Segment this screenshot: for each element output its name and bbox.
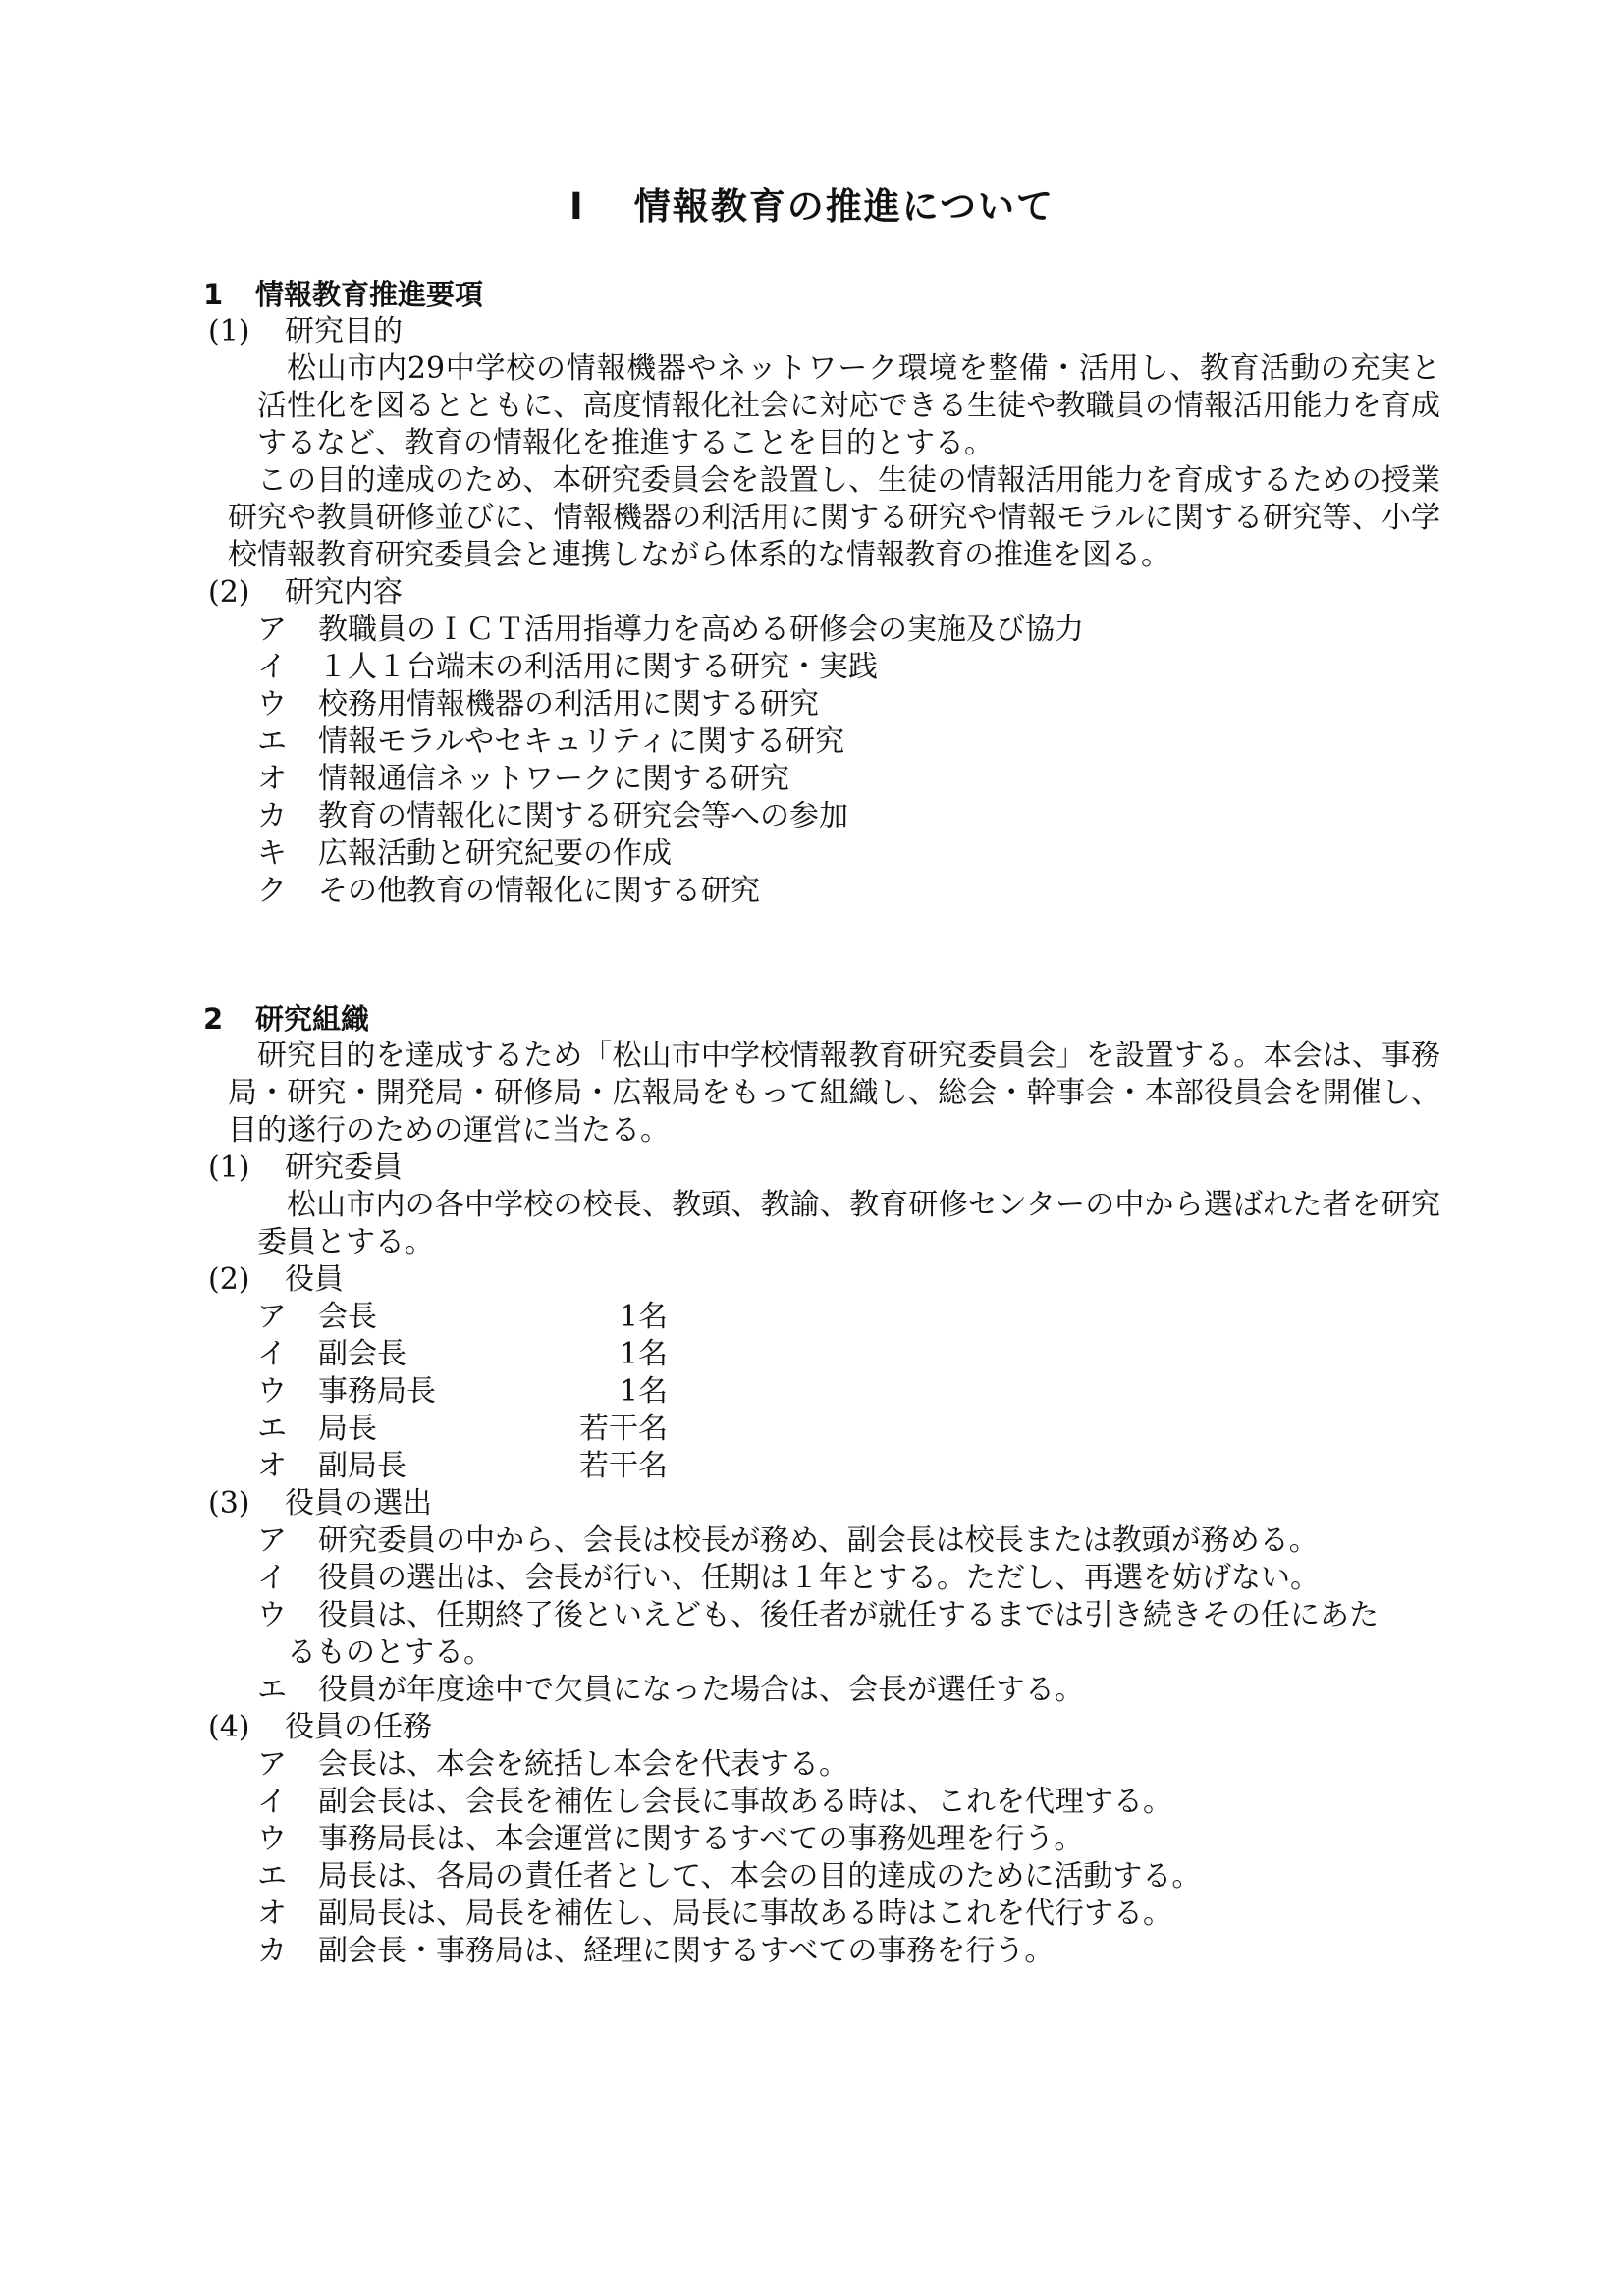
section-number: 2 xyxy=(203,1002,224,1036)
subsection-title: 研究目的 xyxy=(285,314,403,348)
paragraph-committee-members: 松山市内の各中学校の校長、教頭、教諭、教育研修センターの中から選ばれた者を研究委員とする。 xyxy=(257,1188,1440,1259)
page-title xyxy=(0,188,1624,226)
item-marker: エ xyxy=(257,1673,287,1707)
list-item xyxy=(0,1373,1624,1411)
paragraph-purpose-2: この目的達成のため、本研究委員会を設置し、生徒の情報活用能力を育成するための授業研究や教員研修並びに、情報機器の利活用に関する研究や情報モラルに関する研究等、小学校情報教育研究委員会と連携しながら体系的な情報教育の推進を図る。 xyxy=(228,463,1440,572)
subsection-1-1-heading xyxy=(0,313,1624,350)
role-count: 1名 xyxy=(619,1337,668,1371)
list-item xyxy=(0,835,1624,873)
item-marker: イ xyxy=(257,1785,287,1819)
subsection-1-2-heading xyxy=(0,574,1624,612)
list-item xyxy=(0,1336,1624,1373)
item-text: 役員の選出は、会長が行い、任期は１年とする。ただし、再選を妨げない。 xyxy=(318,1561,1320,1595)
item-marker: イ xyxy=(257,1561,287,1595)
role-count: 1名 xyxy=(619,1300,668,1334)
role-label: 会長 xyxy=(318,1300,377,1334)
item-marker: ウ xyxy=(257,1374,287,1409)
section-2-heading xyxy=(0,1000,1624,1038)
subsection-2-2-heading xyxy=(0,1261,1624,1299)
list-item xyxy=(0,1597,1624,1634)
item-text: 役員が年度途中で欠員になった場合は、会長が選任する。 xyxy=(318,1673,1084,1707)
section-title: 研究組織 xyxy=(255,1002,370,1036)
item-marker: オ xyxy=(257,1896,287,1931)
subsection-title: 役員の選出 xyxy=(285,1486,432,1521)
role-count: 1名 xyxy=(619,1374,668,1409)
list-item xyxy=(0,686,1624,723)
list-item xyxy=(0,1933,1624,1970)
subsection-number: (2) xyxy=(208,1262,250,1297)
item-text: るものとする。 xyxy=(287,1635,493,1670)
item-marker: エ xyxy=(257,1859,287,1894)
subsection-2-3-heading xyxy=(0,1485,1624,1522)
item-marker: ア xyxy=(257,613,287,647)
list-item xyxy=(0,1858,1624,1896)
item-marker: イ xyxy=(257,1337,287,1371)
list-item xyxy=(0,1522,1624,1560)
paragraph-purpose-1: 松山市内29中学校の情報機器やネットワーク環境を整備・活用し、教育活動の充実と活性化を図るとともに、高度情報化社会に対応できる生徒や教職員の情報活用能力を育成するなど、教育の情報化を推進することを目的とする。 xyxy=(257,351,1440,460)
subsection-title: 研究内容 xyxy=(285,575,403,610)
list-item xyxy=(0,761,1624,798)
subsection-number: (1) xyxy=(208,1150,250,1185)
item-text: 事務局長は、本会運営に関するすべての事務処理を行う。 xyxy=(318,1822,1084,1856)
section-number: 1 xyxy=(203,278,224,311)
item-text: 広報活動と研究紀要の作成 xyxy=(318,836,672,871)
item-marker: ウ xyxy=(257,1598,287,1632)
officer-selection-list xyxy=(0,1522,1624,1709)
list-item xyxy=(0,1448,1624,1485)
subsection-number: (2) xyxy=(208,575,250,610)
role-count: 若干名 xyxy=(579,1412,668,1446)
item-marker: ウ xyxy=(257,1822,287,1856)
role-label: 局長 xyxy=(318,1412,377,1446)
item-marker: ア xyxy=(257,1300,287,1334)
section-1-heading xyxy=(0,276,1624,313)
list-item xyxy=(0,1672,1624,1709)
item-marker: オ xyxy=(257,762,287,796)
item-text: 局長は、各局の責任者として、本会の目的達成のために活動する。 xyxy=(318,1859,1202,1894)
item-marker: ア xyxy=(257,1523,287,1558)
subsection-title: 役員 xyxy=(285,1262,344,1297)
title-number: Ⅰ xyxy=(568,186,585,228)
item-text: 情報通信ネットワークに関する研究 xyxy=(318,762,789,796)
item-marker: イ xyxy=(257,650,287,684)
officer-roles-list xyxy=(0,1299,1624,1485)
item-marker: オ xyxy=(257,1449,287,1483)
item-marker: キ xyxy=(257,836,287,871)
list-item xyxy=(0,723,1624,761)
item-text: 副局長は、局長を補佐し、局長に事故ある時はこれを代行する。 xyxy=(318,1896,1172,1931)
list-item xyxy=(0,1299,1624,1336)
item-text: 副会長は、会長を補佐し会長に事故ある時は、これを代理する。 xyxy=(318,1785,1172,1819)
list-item xyxy=(0,1821,1624,1858)
item-text: 役員は、任期終了後といえども、後任者が就任するまでは引き続きその任にあた xyxy=(318,1598,1379,1632)
role-label: 事務局長 xyxy=(318,1374,436,1409)
subsection-number: (4) xyxy=(208,1710,250,1744)
research-content-list xyxy=(0,612,1624,910)
item-text: 副会長・事務局は、経理に関するすべての事務を行う。 xyxy=(318,1934,1055,1968)
item-text: 会長は、本会を統括し本会を代表する。 xyxy=(318,1747,848,1782)
role-label: 副局長 xyxy=(318,1449,406,1483)
section-title: 情報教育推進要項 xyxy=(255,278,484,311)
role-label: 副会長 xyxy=(318,1337,406,1371)
list-item xyxy=(0,1746,1624,1784)
subsection-title: 役員の任務 xyxy=(285,1710,432,1744)
item-marker: カ xyxy=(257,799,287,833)
list-item xyxy=(0,1784,1624,1821)
list-item xyxy=(0,1411,1624,1448)
role-count: 若干名 xyxy=(579,1449,668,1483)
list-item xyxy=(0,1896,1624,1933)
item-text: その他教育の情報化に関する研究 xyxy=(318,874,760,908)
item-marker: ア xyxy=(257,1747,287,1782)
subsection-number: (3) xyxy=(208,1486,250,1521)
item-text: 教職員のＩＣＴ活用指導力を高める研修会の実施及び協力 xyxy=(318,613,1084,647)
list-item xyxy=(0,649,1624,686)
item-text: 情報モラルやセキュリティに関する研究 xyxy=(318,724,845,759)
subsection-title: 研究委員 xyxy=(285,1150,403,1185)
subsection-2-1-heading xyxy=(0,1149,1624,1187)
paragraph-organization: 研究目的を達成するため「松山市中学校情報教育研究委員会」を設置する。本会は、事務局・研究・開発局・研修局・広報局をもって組織し、総会・幹事会・本部役員会を開催し、目的遂行のための運営に当たる。 xyxy=(228,1039,1440,1148)
item-marker: エ xyxy=(257,1412,287,1446)
item-marker: ウ xyxy=(257,687,287,721)
title-text: 情報教育の推進について xyxy=(633,186,1056,228)
item-text: 研究委員の中から、会長は校長が務め、副会長は校長または教頭が務める。 xyxy=(318,1523,1319,1558)
item-marker: カ xyxy=(257,1934,287,1968)
subsection-number: (1) xyxy=(208,314,250,348)
list-item xyxy=(0,873,1624,910)
list-item xyxy=(0,1560,1624,1597)
item-text: １人１台端末の利活用に関する研究・実践 xyxy=(318,650,878,684)
list-item-continuation xyxy=(0,1634,1624,1672)
item-marker: ク xyxy=(257,874,287,908)
section-1 xyxy=(0,276,1624,910)
item-text: 教育の情報化に関する研究会等への参加 xyxy=(318,799,848,833)
officer-duties-list xyxy=(0,1746,1624,1970)
list-item xyxy=(0,612,1624,649)
item-marker: エ xyxy=(257,724,287,759)
section-2 xyxy=(0,1000,1624,1970)
list-item xyxy=(0,798,1624,835)
subsection-2-4-heading xyxy=(0,1709,1624,1746)
item-text: 校務用情報機器の利活用に関する研究 xyxy=(318,687,819,721)
